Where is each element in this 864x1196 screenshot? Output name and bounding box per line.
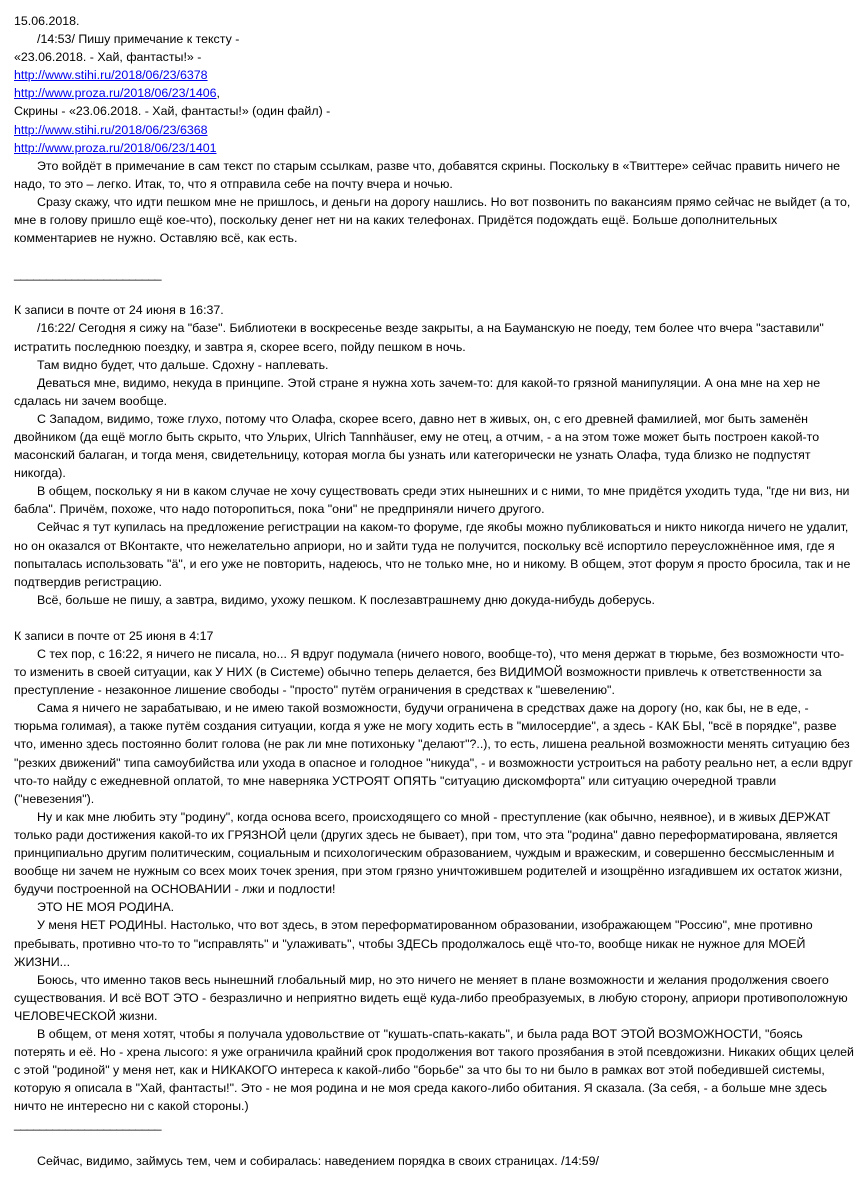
paragraph: Деваться мне, видимо, некуда в принципе. Этой стране я нужна хоть зачем-то: для какой-то грязной манипуляции. А она мне на хер не сдалась ни зачем вообще. (14, 375, 821, 408)
link-stihi-6378[interactable]: http://www.stihi.ru/2018/06/23/6378 (14, 68, 208, 83)
screens-line: Скрины - «23.06.2018. - Хай, фантасты!» (один файл) - (14, 104, 331, 119)
comma: , (216, 86, 220, 101)
spacer (14, 1134, 854, 1152)
entry-heading-24-june: К записи в почте от 24 июня в 16:37. (14, 303, 224, 318)
link-line-1 (14, 66, 854, 84)
link-line-4 (14, 139, 854, 157)
paragraph: С Западом, видимо, тоже глухо, потому что Олафа, скорее всего, давно нет в живых, он, с его древней фамилией, мог быть заменён двойником (да ещё могло быть скрыто, что Ульрих, Ulrich Tannhäuser, ему не отец, а отчим, - а на этом тоже может быть построен какой-то масонский балаган, и тогда меня, свидетельницу, которая могла бы узнать или категорически не узнать Олафа, туда близко не подпустят никогда). (14, 411, 820, 481)
paragraph: Всё, больше не пишу, а завтра, видимо, ухожу пешком. К послезавтрашнему дню докуда-нибудь доберусь. (37, 592, 655, 607)
paragraph: С тех пор, с 16:22, я ничего не писала, но... Я вдруг подумала (ничего нового, вообще-то), что меня держат в тюрьме, без возможности что-то изменить в своей ситуации, как У НИХ (в Системе) обычно теперь делается, без ВИДИМОЙ возможности привлечь к ответственности за преступление - незаконное лишение свободы - "просто" путём ограничения в средствах к "шевелению". (14, 647, 845, 698)
paragraph: Ну и как мне любить эту "родину", когда основа всего, происходящего со мной - преступление (как обычно, неявное), и в живых ДЕРЖАТ только ради достижения какой-то их ГРЯЗНОЙ цели (других здесь не бывает), при том, что эта "родина" давно переформатирована, является принципиально другим политическим, социальным и психологическим образованием, чуждым и вражеским, и совершенно бессмысленным и вообще ни зачем не нужным со всех моих точек зрения, при этом грязно уничтожившем родителей и изощрённо изгадившем их остаток жизни, будучи построенной на ОСНОВАНИИ - лжи и подлости! (14, 809, 843, 897)
entry-heading-25-june: К записи в почте от 25 июня в 4:17 (14, 628, 214, 643)
link-proza-1401[interactable]: http://www.proza.ru/2018/06/23/1401 (14, 140, 217, 155)
spacer (14, 247, 854, 265)
paragraph: Сама я ничего не зарабатываю, и не имею такой возможности, будучи ограничена в средствах даже на дорогу (но, как бы, не в еде, - тюрьма голимая), а также путём создания ситуации, когда я уже не могу ходить есть в "милосердие", а здесь - КАК БЫ, "всё в порядке", разве что, именно здесь постоянно болит голова (не рак ли мне потихоньку "делают"?..), то есть, лишена реальной возможности менять ситуацию без "резких движений" типа самоубийства или ухода в опасное и голодное "никуда", - и возможности устроиться на работу реально нет, а если вдруг что-то найду с ежедневной оплатой, то мне наверняка УСТРОЯТ ОПЯТЬ "ситуацию дискомфорта" или ситуацию очередной травли ("невезения"). (14, 701, 853, 806)
paragraph: Сейчас я тут купилась на предложение регистрации на каком-то форуме, где якобы можно публиковаться и никто никогда ничего не удалит, но он оказался от ВКонтакте, что нежелательно априори, но и зайти туда не получится, поскольку всё испортило переусложнённое имя, где я попыталась использовать "ä", и его уже не повторить, надеюсь, что не только мне, но и никому. В общем, этот форум я просто бросила, так и не подтвердив регистрацию. (14, 520, 851, 589)
paragraph: Там видно будет, что дальше. Сдохну - наплевать. (37, 357, 329, 372)
link-stihi-6368[interactable]: http://www.stihi.ru/2018/06/23/6368 (14, 122, 208, 137)
paragraph: Сразу скажу, что идти пешком мне не пришлось, и деньги на дорогу нашлись. Но вот позвонить по вакансиям прямо сейчас не выйдет (а то, мне в голову пришло ещё кое-что), поскольку денег нет ни на каких телефонах. Придётся подождать ещё. Больше дополнительных комментариев не нужно. Оставляю всё, как есть. (14, 194, 851, 246)
paragraph: ЭТО НЕ МОЯ РОДИНА. (37, 900, 175, 915)
paragraph: В общем, от меня хотят, чтобы я получала удовольствие от "кушать-спать-какать", и была рада ВОТ ЭТОЙ ВОЗМОЖНОСТИ, "боясь потерять и её. Но - хрена лысого: я уже ограничила крайний срок продолжения вот такого прозябания в этой псевдожизни. Никаких общих целей с этой "родиной" у меня нет, как и НИКАКОГО интереса к какой-либо "борьбе" за что бы то ни было в рамках вот этой победившей системы, которую я описала в "Хай, фантасты!". Это - не моя родина и не моя среда какого-либо обитания. Я сказала. (За себя, - а больше мне здесь ничто не интересно ни с какой стороны.) (14, 1026, 854, 1114)
paragraph: В общем, поскольку я ни в каком случае не хочу существовать среди этих нынешних и с ними, то мне придётся уходить туда, "где ни виз, ни бабла". Причём, похоже, что надо поторопиться, пока "они" не предприняли ничего другого. (14, 484, 850, 517)
document-date: 15.06.2018. (14, 14, 80, 28)
paragraph: /16:22/ Сегодня я сижу на "базе". Библиотеки в воскресенье везде закрыты, а на Бауманскую не поеду, тем более что вчера "заставили" истратить последнюю поездку, и завтра я, скорее всего, пойду пешком в ночь. (14, 321, 824, 354)
link-line-3 (14, 121, 854, 139)
separator-line: _______________________ (14, 1117, 161, 1132)
note-intro: /14:53/ Пишу примечание к тексту - (37, 32, 240, 47)
document-body (14, 12, 854, 1170)
link-line-2 (14, 84, 854, 102)
note-title: «23.06.2018. - Хай, фантасты!» - (14, 50, 202, 65)
paragraph: Боюсь, что именно таков весь нынешний глобальный мир, но это ничего не меняет в плане возможности и желания продолжения своего существования. И всё ВОТ ЭТО - безразлично и неприятно видеть ещё куда-либо преобразуемых, в любую сторону, априори противоположную ЧЕЛОВЕЧЕСКОЙ жизни. (14, 972, 848, 1023)
separator-line: _______________________ (14, 267, 161, 282)
paragraph: У меня НЕТ РОДИНЫ. Настолько, что вот здесь, в этом переформатированном образовании, изображающем "Россию", мне противно пребывать, противно что-то то "исправлять" и "улаживать", чтобы ЗДЕСЬ продолжалось ещё что-то, вообще никак не нужное для МОЕЙ ЖИЗНИ... (14, 918, 813, 969)
paragraph: Это войдёт в примечание в сам текст по старым ссылкам, разве что, добавятся скрины. Поскольку в «Твиттере» сейчас править ничего не надо, то это – легко. Итак, то, что я отправила себе на почту вчера и ночью. (14, 158, 841, 191)
closing-line: Сейчас, видимо, займусь тем, чем и собиралась: наведением порядка в своих страницах. /14:59/ (37, 1153, 599, 1168)
link-proza-1406[interactable]: http://www.proza.ru/2018/06/23/1406 (14, 86, 217, 101)
spacer (14, 283, 854, 301)
spacer (14, 609, 854, 627)
